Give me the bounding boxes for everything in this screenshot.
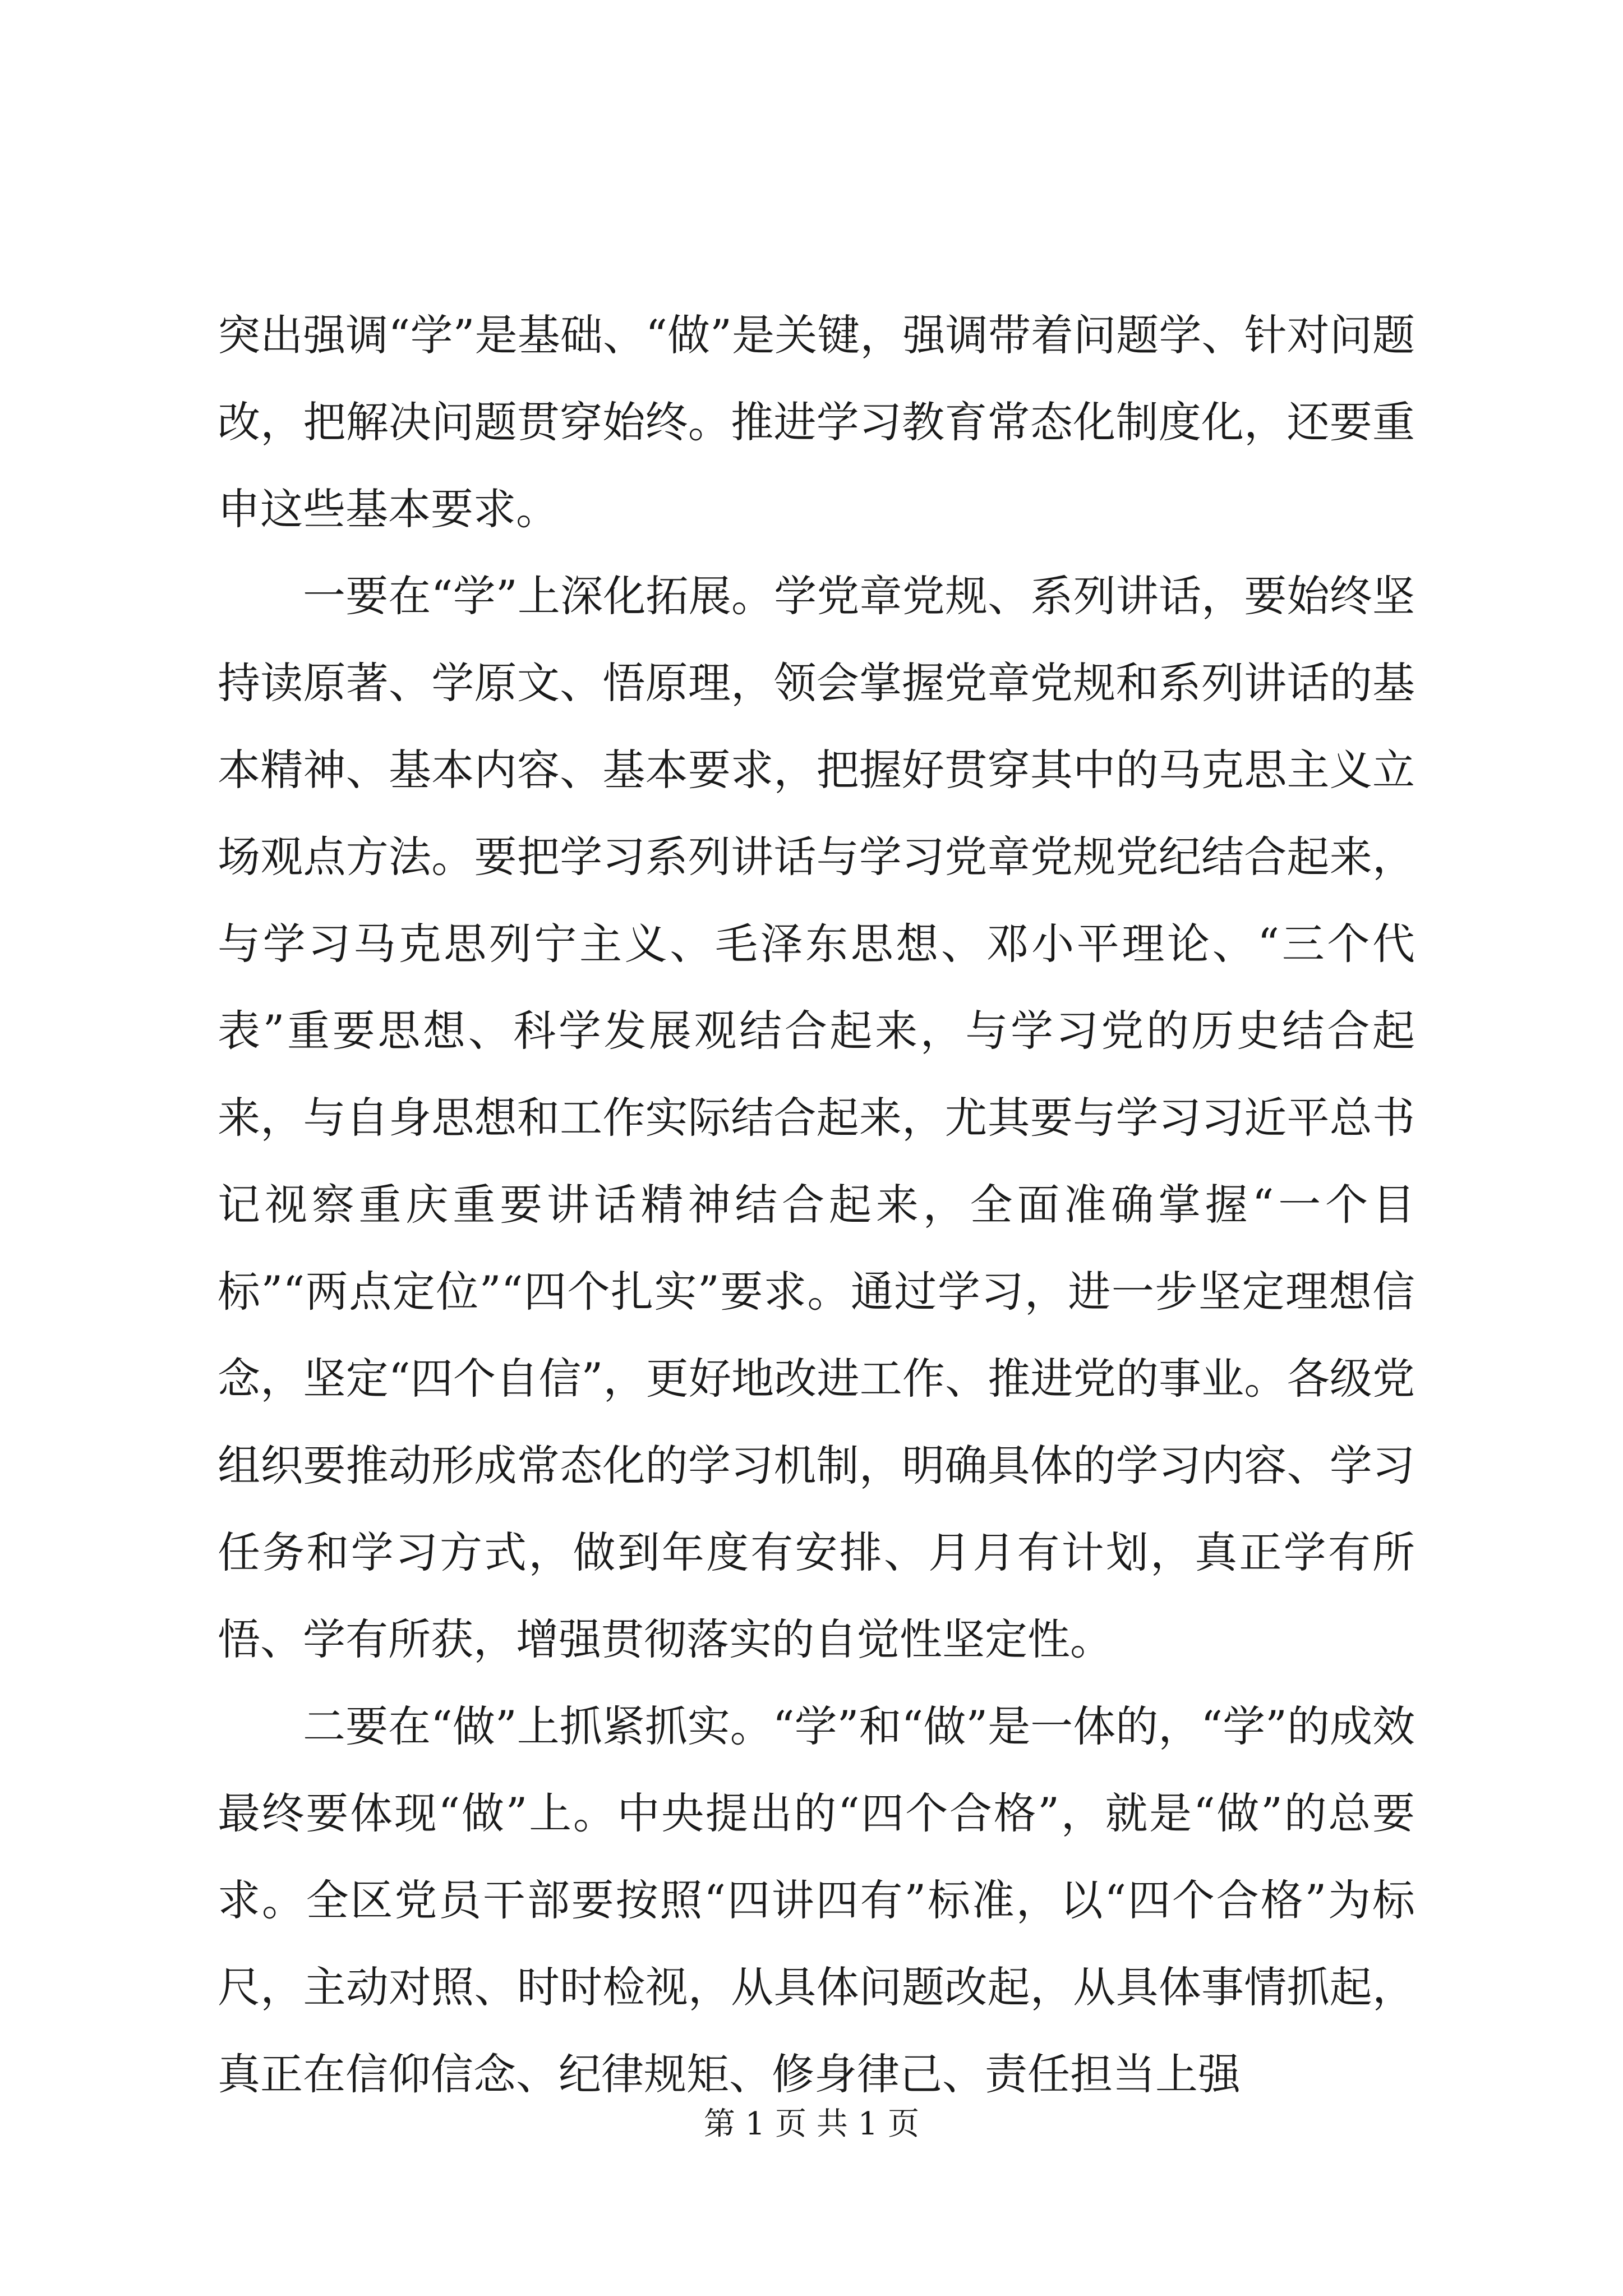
page-footer: 第 1 页 共 1 页 <box>703 2106 920 2142</box>
paragraph-practice: 二要在“做”上抓紧抓实。“学”和“做”是一体的，“学”的成效最终要体现“做”上。中央提出的“四个合格”，就是“做”的总要求。全区党员干部要按照“四讲四有”标准，以“四个合格”为标尺，主动对照、时时检视，从具体问题改起，从具体事情抓起，真正在信仰信念、纪律规矩、修身律己、责任担当上强 <box>218 1701 1415 2099</box>
paragraph-study: 一要在“学”上深化拓展。学党章党规、系列讲话，要始终坚持读原著、学原文、悟原理，领会掌握党章党规和系列讲话的基本精神、基本内容、基本要求，把握好贯穿其中的马克思主义立场观点方法。要把学习系列讲话与学习党章党规党纪结合起来，与学习马克思列宁主义、毛泽东思想、邓小平理论、“三个代表”重要思想、科学发展观结合起来，与学习党的历史结合起来，与自身思想和工作实际结合起来，尤其要与学习习近平总书记视察重庆重要讲话精神结合起来，全面准确掌握“一个目标”“两点定位”“四个扎实”要求。通过学习，进一步坚定理想信念，坚定“四个自信”，更好地改进工作、推进党的事业。各级党组织要推动形成常态化的学习机制，明确具体的学习内容、学习任务和学习方式，做到年度有安排、月月有计划，真正学有所悟、学有所获，增强贯彻落实的自觉性坚定性。 <box>218 571 1415 1664</box>
document-body <box>218 292 1415 2118</box>
paragraph-intro: 突出强调“学”是基础、“做”是关键，强调带着问题学、针对问题改，把解决问题贯穿始终。推进学习教育常态化制度化，还要重申这些基本要求。 <box>218 310 1415 534</box>
